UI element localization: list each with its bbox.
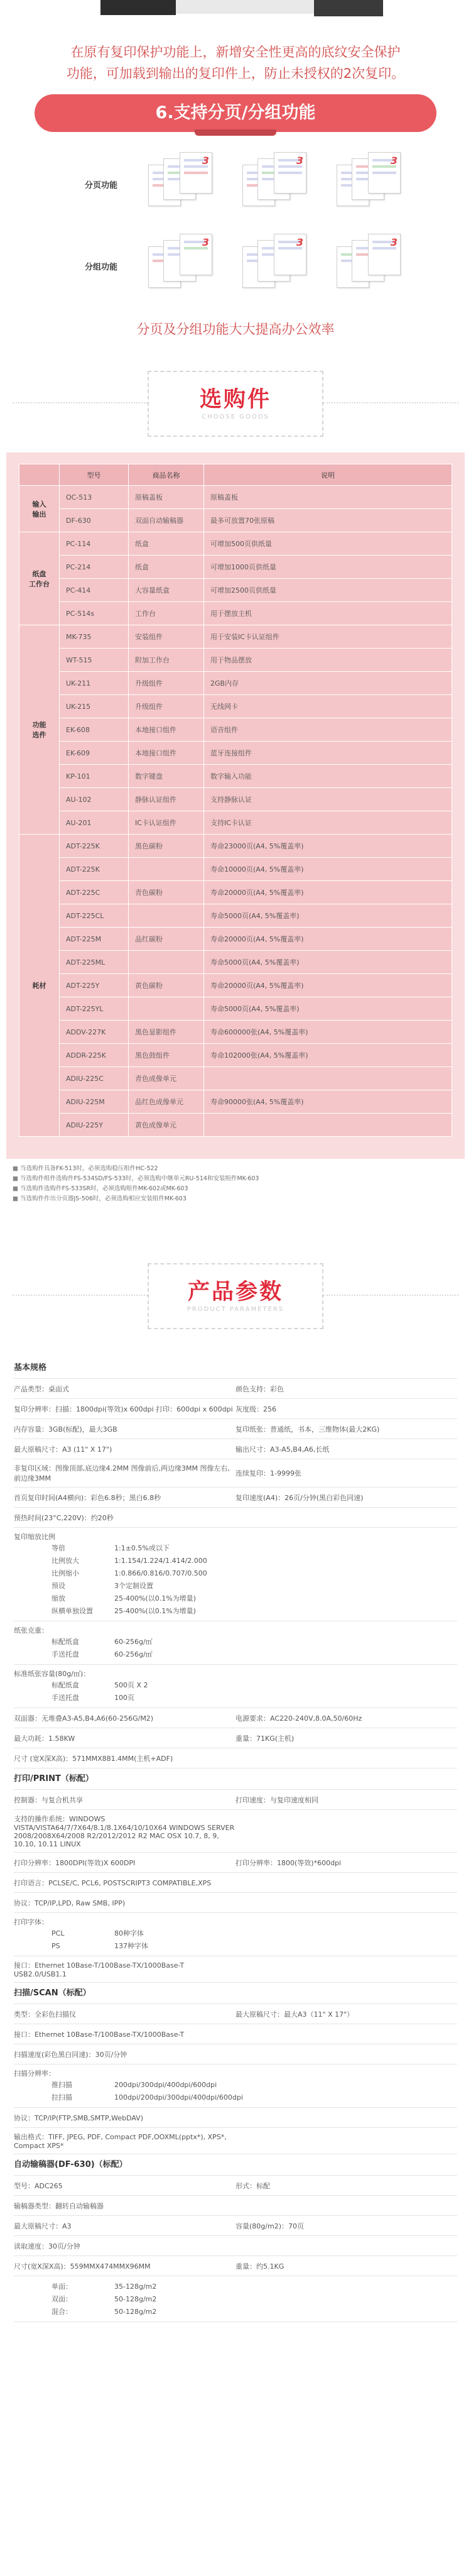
- spec-sub-cell: 缩放: [51, 1594, 65, 1603]
- desc-cell: 支持静脉认证: [204, 788, 452, 811]
- note-2: ■ 当选购件组件选购件FS-534SD/FS-533时，必须选购中继单元RU-514和安装组件MK-603: [13, 1174, 458, 1184]
- spec-sub-line: [14, 1542, 457, 1554]
- spec-block-label: 扫描分辨率：: [14, 2069, 55, 2078]
- spec-row: [14, 1810, 457, 1853]
- spec-cell: 重量：约5.1KG: [236, 2262, 284, 2271]
- spec-row: [14, 2216, 457, 2236]
- feature-caption: 分页及分组功能大大提高办公效率: [136, 322, 335, 337]
- name-cell: 本地接口组件: [129, 718, 204, 742]
- spec-sub-cell: 手送托盘: [51, 1694, 79, 1702]
- name-cell: 青色碳粉: [129, 881, 204, 904]
- spec-sub-cell: 60-256g/㎡: [114, 1638, 153, 1646]
- spec-row: [14, 2256, 457, 2276]
- spec-sub-line: [14, 1927, 457, 1939]
- print-specs-header: 打印/PRINT（标配）: [14, 1768, 457, 1790]
- name-cell: 双面自动输稿器: [129, 509, 204, 532]
- note-1: ■ 当选购件具备FK-513时，必须选购稳压组件HC-522: [13, 1164, 458, 1174]
- model-cell: DF-630: [60, 509, 129, 532]
- model-cell: ADT-225ML: [60, 951, 129, 974]
- desc-cell: 寿命5000页(A4, 5%覆盖率): [204, 904, 452, 928]
- spec-block: [14, 1913, 457, 1956]
- spec-cell: 协议：TCP/IP,LPD, Raw SMB, IPP): [14, 1899, 126, 1907]
- model-cell: ADT-225YL: [60, 997, 129, 1021]
- group-illustration-1: 3: [144, 233, 217, 299]
- spec-sub-cell: 500页 X 2: [114, 1681, 148, 1689]
- model-cell: AU-201: [60, 811, 129, 835]
- spec-sub-line: [14, 1939, 457, 1952]
- purchase-table-header: [19, 464, 452, 486]
- table-row: [19, 602, 452, 625]
- spec-block: [14, 1528, 457, 1621]
- spec-sub-cell: 等倍: [51, 1544, 65, 1552]
- desc-cell: 寿命10000页(A4, 5%覆盖率): [204, 858, 452, 881]
- model-cell: MK-735: [60, 625, 129, 649]
- spec-sub-line: [14, 2305, 457, 2318]
- spec-sub-cell: 100dpi/200dpi/300dpi/400dpi/600dpi: [114, 2093, 243, 2102]
- spec-cell: 复印分辨率：扫描：1800dpi(等效)x 600dpi 打印：600dpi x 600dpi: [14, 1405, 233, 1413]
- table-row: [19, 718, 452, 742]
- table-row: [19, 532, 452, 556]
- name-cell: 静脉认证组件: [129, 788, 204, 811]
- model-cell: ADT-225M: [60, 928, 129, 951]
- model-cell: ADIU-225M: [60, 1090, 129, 1114]
- spec-sub-cell: 推扫描: [51, 2081, 72, 2089]
- name-cell: 青色成像单元: [129, 1067, 204, 1090]
- desc-cell: 用于安装IC卡认证组件: [204, 625, 452, 649]
- name-cell: IC卡认证组件: [129, 811, 204, 835]
- model-cell: ADT-225Y: [60, 974, 129, 997]
- desc-cell: [204, 1114, 452, 1137]
- desc-cell: 最多可放置70张原稿: [204, 509, 452, 532]
- sort-function-label: 分页功能: [85, 181, 118, 190]
- spec-cell: 复印速度(A4)：26页/分钟(黑白彩色同速): [236, 1493, 364, 1502]
- spec-row: [14, 2004, 457, 2024]
- desc-cell: 寿命102000张(A4, 5%覆盖率): [204, 1044, 452, 1067]
- desc-cell: 寿命23000页(A4, 5%覆盖率): [204, 835, 452, 858]
- spec-sub-cell: 1:1±0.5%或以下: [114, 1544, 170, 1552]
- spec-sub-cell: 标配纸盒: [51, 1681, 79, 1689]
- table-row: [19, 765, 452, 788]
- sort-function-row: [38, 151, 440, 220]
- spec-cell: 双面器：无堆叠A3-A5,B4,A6(60-256G/M2): [14, 1714, 154, 1723]
- header-desc: 说明: [204, 464, 452, 486]
- spec-sub-cell: 1:0.866/0.816/0.707/0.500: [114, 1569, 207, 1577]
- spec-cell: 打印分辨率：1800(等效)*600dpi: [236, 1858, 342, 1867]
- spec-row: [14, 1399, 457, 1419]
- scan-specs-header: 扫描/SCAN（标配）: [14, 1983, 457, 2004]
- spec-sub-cell: 50-128g/m2: [114, 2307, 157, 2316]
- header-name: 商品名称: [129, 464, 204, 486]
- desc-cell: [204, 1067, 452, 1090]
- spec-sub-cell: 比例缩小: [51, 1569, 79, 1577]
- table-row: [19, 881, 452, 904]
- model-cell: AU-102: [60, 788, 129, 811]
- name-cell: 附加工作台: [129, 649, 204, 672]
- name-cell: 纸盒: [129, 532, 204, 556]
- table-row: [19, 579, 452, 602]
- spec-sub-cell: 35-128g/m2: [114, 2282, 157, 2291]
- spec-cell: 支持的操作系统：WINDOWS VISTA/VISTA64/7/7X64/8.1/8.1X64/10/10X64 WINDOWS SERVER 2008/2008X64/2008 R2/2012/2012 R2 MAC OSX 10.7, 8, 9, 10.10, 10.11 LINUX: [14, 1815, 235, 1848]
- spec-row: [14, 1790, 457, 1810]
- name-cell: 安装组件: [129, 625, 204, 649]
- category-cell: 功能 选件: [19, 625, 60, 835]
- table-row: [19, 1021, 452, 1044]
- desc-cell: 支持IC卡认证: [204, 811, 452, 835]
- model-cell: ADDV-227K: [60, 1021, 129, 1044]
- spec-row: [14, 2108, 457, 2128]
- model-cell: ADIU-225Y: [60, 1114, 129, 1137]
- spec-sub-cell: PCL: [51, 1929, 65, 1937]
- model-cell: ADT-225K: [60, 835, 129, 858]
- model-cell: OC-513: [60, 486, 129, 509]
- desc-cell: 蓝牙连接组件: [204, 742, 452, 765]
- spec-sub-line: [14, 1567, 457, 1579]
- model-cell: ADIU-225C: [60, 1067, 129, 1090]
- spec-sub-cell: 单面：: [51, 2283, 72, 2291]
- name-cell: 本地接口组件: [129, 742, 204, 765]
- desc-cell: 寿命20000页(A4, 5%覆盖率): [204, 881, 452, 904]
- spec-row: [14, 1956, 457, 1983]
- spec-sub-line: [14, 2078, 457, 2091]
- spec-row: [14, 1873, 457, 1893]
- spec-cell: 打印语言：PCLSE/C, PCL6, POSTSCRIPT3 COMPATIBLE,XPS: [14, 1878, 212, 1887]
- table-row: [19, 672, 452, 695]
- spec-cell: 接口：Ethernet 10Base-T/100Base-TX/1000Base-T USB2.0/USB1.1: [14, 1961, 185, 1978]
- spec-sub-line: [14, 1592, 457, 1604]
- spec-row: [14, 2044, 457, 2064]
- name-cell: 数字键盘: [129, 765, 204, 788]
- spec-cell: 电源要求：AC220-240V,8.0A,50/60Hz: [236, 1714, 362, 1723]
- table-row: [19, 695, 452, 718]
- adf-specs-header: 自动输稿器(DF-630)（标配）: [14, 2154, 457, 2176]
- spec-sub-cell: 混合：: [51, 2308, 72, 2316]
- purchase-table: [19, 464, 452, 1137]
- spec-cell: 颜色支持：彩色: [236, 1384, 284, 1393]
- specs-panel: [14, 1357, 457, 2322]
- feature-banner-title: 6.支持分页/分组功能: [155, 103, 316, 123]
- spec-row: [14, 1748, 457, 1768]
- purchase-subtitle: CHOOSE GOODS: [202, 414, 269, 420]
- spec-block-label: 打印字体：: [14, 1918, 48, 1926]
- spec-cell: 输出格式：TIFF, JPEG, PDF, Compact PDF,OOXML(pptx*), XPS*, Compact XPS*: [14, 2133, 227, 2150]
- desc-cell: 寿命5000页(A4, 5%覆盖率): [204, 951, 452, 974]
- spec-sub-line: [14, 2091, 457, 2103]
- spec-row: [14, 1708, 457, 1728]
- spec-cell: 最大功耗：1.58KW: [14, 1734, 75, 1743]
- name-cell: 纸盒: [129, 556, 204, 579]
- model-cell: ADDR-225K: [60, 1044, 129, 1067]
- model-cell: EK-608: [60, 718, 129, 742]
- spec-sub-line: [14, 1635, 457, 1648]
- group-illustration-3: 3: [333, 233, 405, 299]
- model-cell: EK-609: [60, 742, 129, 765]
- spec-cell: 连续复印：1-9999张: [236, 1469, 301, 1477]
- intro-line-2: 功能，可加载到输出的复印件上，防止未授权的2次复印。: [66, 66, 405, 81]
- group-function-label: 分组功能: [85, 263, 118, 272]
- desc-cell: 可增加2500页供纸量: [204, 579, 452, 602]
- spec-cell: 输出尺寸：A3-A5,B4,A6,长纸: [236, 1445, 330, 1454]
- model-cell: UK-215: [60, 695, 129, 718]
- model-cell: ADT-225C: [60, 881, 129, 904]
- spec-sub-cell: 200dpi/300dpi/400dpi/600dpi: [114, 2080, 217, 2089]
- spec-row: [14, 1508, 457, 1528]
- spec-sub-cell: 137种字体: [114, 1942, 148, 1950]
- spec-cell: 首页复印时间(A4横向)：彩色6.8秒；黑白6.8秒: [14, 1493, 161, 1502]
- model-cell: WT-515: [60, 649, 129, 672]
- spec-sub-cell: 纵横单独设置: [51, 1607, 93, 1615]
- purchase-section-title: [0, 364, 471, 440]
- name-cell: 升级组件: [129, 672, 204, 695]
- purchase-notes: [13, 1164, 458, 1204]
- name-cell: 黑色显影组件: [129, 1021, 204, 1044]
- spec-cell: 产品类型：桌面式: [14, 1384, 69, 1393]
- model-cell: KP-101: [60, 765, 129, 788]
- table-row: [19, 974, 452, 997]
- spec-block-label: 标准纸张容量(80g/㎡)：: [14, 1670, 90, 1678]
- specs-title: 产品参数: [187, 1280, 283, 1305]
- category-cell: 纸盘 工作台: [19, 532, 60, 625]
- spec-sub-cell: 拉扫描: [51, 2093, 72, 2102]
- spec-cell: 打印速度：与复印速度相同: [236, 1795, 318, 1804]
- spec-block: [14, 1621, 457, 1665]
- specs-section-title: [0, 1257, 471, 1332]
- sort-illustration-3: 3: [333, 151, 405, 217]
- note-3: ■ 当选购件选购件FS-533SR时，必须选购组件MK-602或MK-603: [13, 1184, 458, 1194]
- name-cell: [129, 997, 204, 1021]
- name-cell: 黄色碳粉: [129, 974, 204, 997]
- note-4: ■ 当选购件作出分页器JS-506时，必须选购相应安装组件MK-603: [13, 1194, 458, 1204]
- table-row: [19, 858, 452, 881]
- spec-sub-cell: 100页: [114, 1694, 134, 1702]
- spec-cell: 协议：TCP/IP(FTP,SMB,SMTP,WebDAV): [14, 2113, 143, 2122]
- table-row: [19, 904, 452, 928]
- model-cell: PC-514s: [60, 602, 129, 625]
- spec-cell: 打印分辨率：1800DPI(等效)X 600DPI: [14, 1858, 136, 1867]
- table-row: [19, 486, 452, 509]
- name-cell: 原稿盖板: [129, 486, 204, 509]
- spec-sub-cell: 50-128g/m2: [114, 2294, 157, 2303]
- desc-cell: 语音组件: [204, 718, 452, 742]
- spec-block-label: 复印缩放比例: [14, 1533, 55, 1541]
- spec-cell: 型号：ADC265: [14, 2181, 63, 2190]
- spec-sub-cell: 比例放大: [51, 1557, 79, 1565]
- spec-sub-cell: PS: [51, 1941, 60, 1950]
- intro-text: [25, 41, 446, 84]
- spec-cell: 输稿器类型：翻转自动输稿器: [14, 2201, 104, 2210]
- table-row: [19, 1044, 452, 1067]
- desc-cell: 寿命20000页(A4, 5%覆盖率): [204, 974, 452, 997]
- spec-sub-line: [14, 1554, 457, 1567]
- sort-illustration-1: 3: [144, 151, 217, 217]
- spec-cell: 最大原稿尺寸：A3: [14, 2222, 72, 2230]
- table-row: [19, 835, 452, 858]
- table-row: [19, 788, 452, 811]
- desc-cell: 用于物品摆放: [204, 649, 452, 672]
- table-row: [19, 649, 452, 672]
- desc-cell: 无线网卡: [204, 695, 452, 718]
- spec-block-label: 纸张克重：: [14, 1626, 48, 1635]
- table-row: [19, 509, 452, 532]
- category-cell: 输入 输出: [19, 486, 60, 532]
- spec-block: [14, 1665, 457, 1708]
- top-photo: [0, 0, 471, 38]
- desc-cell: 可增加1000页供纸量: [204, 556, 452, 579]
- spec-cell: 内存容量：3GB(标配)，最大3GB: [14, 1425, 117, 1433]
- spec-row: [14, 2128, 457, 2154]
- name-cell: [129, 904, 204, 928]
- sort-illustration-2: 3: [239, 151, 311, 217]
- spec-cell: 形式：标配: [236, 2181, 270, 2190]
- spec-cell: 尺寸 (宽X深X高)：571MMX881.4MM(主机+ADF): [14, 1754, 173, 1763]
- spec-cell: 重量：71KG(主机): [236, 1734, 295, 1743]
- desc-cell: 数字输入功能: [204, 765, 452, 788]
- spec-cell: 类型：全彩色扫描仪: [14, 2010, 76, 2019]
- spec-row: [14, 1488, 457, 1508]
- model-cell: ADT-225CL: [60, 904, 129, 928]
- table-row: [19, 811, 452, 835]
- header-spacer: [19, 464, 60, 486]
- spec-cell: 最大原稿尺寸：A3 (11" X 17"): [14, 1445, 112, 1454]
- desc-cell: 寿命90000张(A4, 5%覆盖率): [204, 1090, 452, 1114]
- feature-banner: [35, 94, 436, 136]
- table-row: [19, 556, 452, 579]
- spec-cell: 扫描速度(彩色黑白同速)：30页/分钟: [14, 2050, 127, 2059]
- spec-cell: 读取速度：30页/分钟: [14, 2242, 80, 2250]
- table-row: [19, 928, 452, 951]
- spec-cell: 容量(80g/m2)：70页: [236, 2222, 304, 2230]
- name-cell: 品红色成像单元: [129, 1090, 204, 1114]
- spec-sub-line: [14, 1691, 457, 1704]
- name-cell: 升级组件: [129, 695, 204, 718]
- basic-specs-header: 基本规格: [14, 1357, 457, 1379]
- spec-sub-cell: 25-400%(以0.1%为增量): [114, 1607, 196, 1615]
- spec-cell: 控制器：与复合机共享: [14, 1795, 83, 1804]
- spec-cell: 尺寸(宽X深X高)：559MMX474MMX96MM: [14, 2262, 151, 2271]
- spec-sub-line: [14, 2280, 457, 2293]
- spec-cell: 最大原稿尺寸：最大A3（11" X 17"）: [236, 2010, 354, 2019]
- spec-row: [14, 1893, 457, 1913]
- spec-cell: 灰度级：256: [236, 1405, 276, 1413]
- spec-cell: 预热时间(23°C,220V)：约20秒: [14, 1513, 114, 1522]
- spec-sub-cell: 25-400%(以0.1%为增量): [114, 1594, 196, 1603]
- spec-row: [14, 1728, 457, 1748]
- spec-sub-cell: 预设: [51, 1582, 65, 1590]
- table-row: [19, 625, 452, 649]
- spec-row: [14, 1379, 457, 1399]
- spec-cell: 复印纸张：普通纸，书本，三维物体(最大2KG): [236, 1425, 380, 1433]
- spec-sub-cell: 手送托盘: [51, 1650, 79, 1658]
- model-cell: PC-414: [60, 579, 129, 602]
- specs-subtitle: PRODUCT PARAMETERS: [187, 1306, 284, 1313]
- desc-cell: 寿命20000页(A4, 5%覆盖率): [204, 928, 452, 951]
- table-row: [19, 1114, 452, 1137]
- desc-cell: 可增加500页供纸量: [204, 532, 452, 556]
- purchase-title: 选购件: [199, 387, 271, 412]
- header-model: 型号: [60, 464, 129, 486]
- name-cell: 黑色鼓组件: [129, 1044, 204, 1067]
- name-cell: 大容量纸盒: [129, 579, 204, 602]
- table-row: [19, 951, 452, 974]
- spec-sub-cell: 60-256g/㎡: [114, 1650, 153, 1658]
- spec-sub-line: [14, 1579, 457, 1592]
- spec-block: [14, 2276, 457, 2322]
- name-cell: [129, 951, 204, 974]
- spec-row: [14, 1419, 457, 1439]
- group-illustration-2: 3: [239, 233, 311, 299]
- table-row: [19, 1090, 452, 1114]
- desc-cell: 寿命5000页(A4, 5%覆盖率): [204, 997, 452, 1021]
- name-cell: 黑色碳粉: [129, 835, 204, 858]
- spec-sub-line: [14, 1679, 457, 1691]
- purchase-table-panel: [6, 452, 465, 1159]
- desc-cell: 用于摆放主机: [204, 602, 452, 625]
- name-cell: 品红碳粉: [129, 928, 204, 951]
- spec-sub-line: [14, 2293, 457, 2305]
- table-row: [19, 997, 452, 1021]
- spec-cell: 接口：Ethernet 10Base-T/100Base-TX/1000Base-T: [14, 2030, 185, 2039]
- spec-row: [14, 1459, 457, 1488]
- spec-sub-cell: 双面：: [51, 2295, 72, 2303]
- spec-cell: 非复印区域：图像顶部,底边缘4.2MM 图像前后,两边缘3MM 图像左右,前边缘3MM: [14, 1464, 230, 1483]
- model-cell: UK-211: [60, 672, 129, 695]
- spec-row: [14, 2024, 457, 2044]
- model-cell: PC-214: [60, 556, 129, 579]
- name-cell: 黄色成像单元: [129, 1114, 204, 1137]
- table-row: [19, 1067, 452, 1090]
- spec-row: [14, 2236, 457, 2256]
- table-row: [19, 742, 452, 765]
- model-cell: PC-114: [60, 532, 129, 556]
- spec-sub-cell: 3个定制设置: [114, 1582, 153, 1590]
- spec-block: [14, 2064, 457, 2108]
- desc-cell: 2GB内存: [204, 672, 452, 695]
- intro-line-1: 在原有复印保护功能上，新增安全性更高的底纹安全保护: [70, 45, 401, 60]
- spec-sub-line: [14, 1648, 457, 1660]
- spec-sub-line: [14, 1604, 457, 1617]
- desc-cell: 原稿盖板: [204, 486, 452, 509]
- model-cell: ADT-225K: [60, 858, 129, 881]
- spec-row: [14, 2196, 457, 2216]
- spec-row: [14, 1853, 457, 1873]
- spec-row: [14, 1439, 457, 1459]
- spec-sub-cell: 1:1.154/1.224/1.414/2.000: [114, 1556, 207, 1565]
- spec-sub-cell: 标配纸盒: [51, 1638, 79, 1646]
- purchase-table-body: [19, 486, 452, 1137]
- category-cell: 耗材: [19, 835, 60, 1137]
- name-cell: [129, 858, 204, 881]
- name-cell: 工作台: [129, 602, 204, 625]
- desc-cell: 寿命600000张(A4, 5%覆盖率): [204, 1021, 452, 1044]
- spec-row: [14, 2176, 457, 2196]
- spec-sub-cell: 80种字体: [114, 1929, 144, 1937]
- group-function-row: [38, 233, 440, 302]
